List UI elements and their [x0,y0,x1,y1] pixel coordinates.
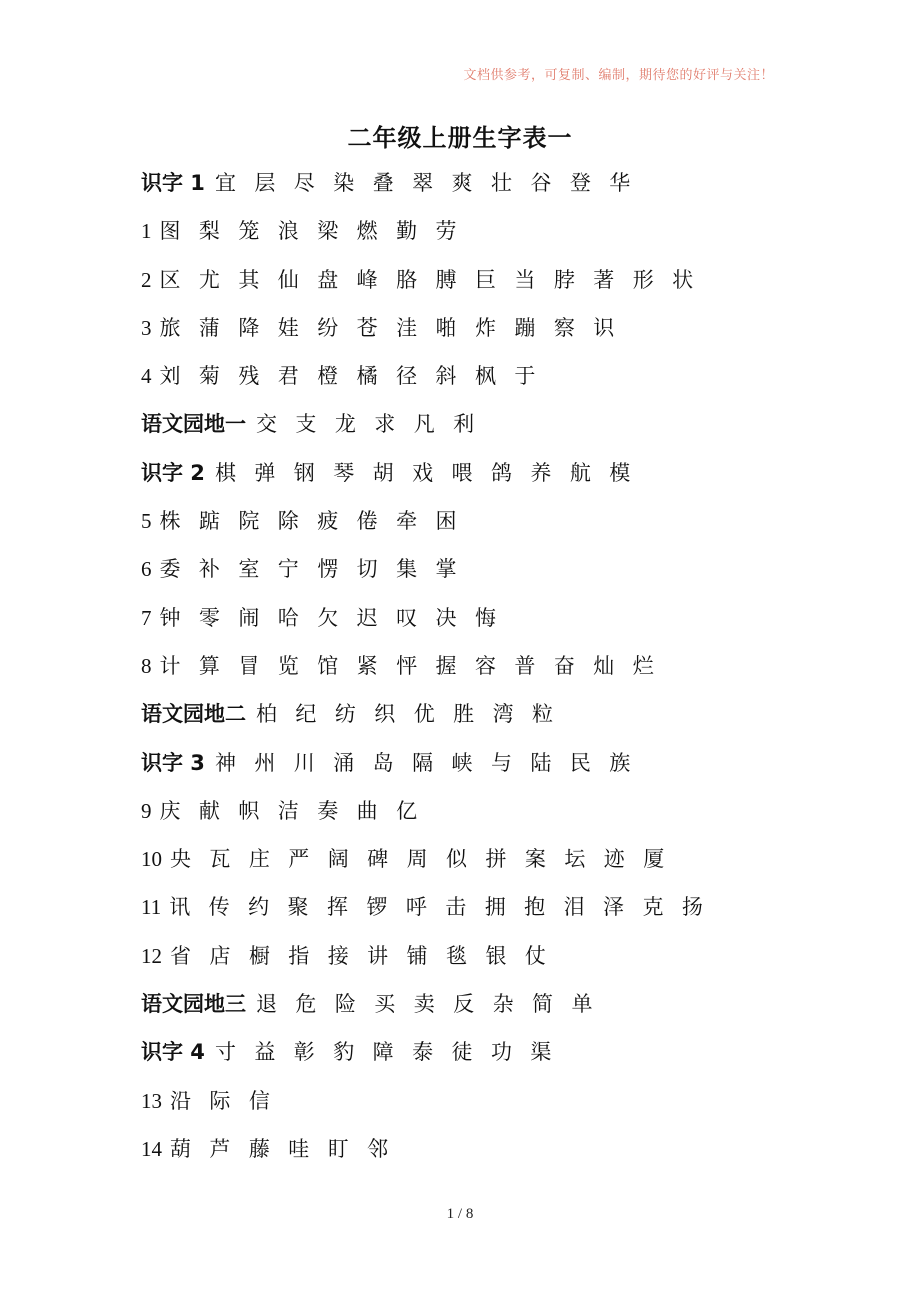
list-line-11 [141,697,821,745]
line-characters: 棋 弹 钢 琴 胡 戏 喂 鸽 养 航 模 [214,460,637,485]
line-characters: 寸 益 彰 豹 障 泰 徒 功 渠 [214,1040,558,1065]
character-list [141,166,821,1180]
line-label: 识字 2 [141,460,205,485]
list-line-20 [141,1132,821,1180]
list-line-2 [141,263,821,311]
list-line-14 [141,842,821,890]
line-label: 9 [141,798,152,823]
list-line-0 [141,166,821,214]
line-characters: 央 瓦 庄 严 阔 碑 周 似 拼 案 坛 迹 厦 [170,847,671,872]
list-line-5 [141,407,821,455]
list-line-12 [141,746,821,794]
line-characters: 钟 零 闹 哈 欠 迟 叹 决 悔 [159,605,502,630]
line-characters: 省 店 橱 指 接 讲 铺 毯 银 仗 [170,943,552,968]
list-line-8 [141,552,821,600]
list-line-10 [141,649,821,697]
line-characters: 庆 献 帜 洁 奏 曲 亿 [159,798,423,823]
line-label: 13 [141,1088,162,1113]
page-title: 二年级上册生字表一 [347,124,573,152]
list-line-17 [141,987,821,1035]
line-characters: 退 危 险 买 卖 反 杂 简 单 [256,992,599,1017]
line-label: 语文园地二 [141,702,246,727]
list-line-15 [141,890,821,938]
line-label: 语文园地三 [141,992,246,1017]
line-characters: 株 踮 院 除 疲 倦 牵 困 [159,509,463,534]
list-line-6 [141,456,821,504]
line-label: 14 [141,1136,162,1161]
line-characters: 图 梨 笼 浪 梁 燃 勤 劳 [159,219,463,244]
line-label: 7 [141,605,152,630]
line-label: 8 [141,653,152,678]
line-label: 语文园地一 [141,412,246,437]
line-characters: 柏 纪 纺 织 优 胜 湾 粒 [256,702,559,727]
list-line-18 [141,1035,821,1083]
line-label: 1 [141,219,152,244]
line-label: 识字 4 [141,1040,205,1065]
line-characters: 讯 传 约 聚 挥 锣 呼 击 拥 抱 泪 泽 克 扬 [169,895,709,920]
line-label: 识字 3 [141,750,205,775]
list-line-3 [141,311,821,359]
line-characters: 区 尤 其 仙 盘 峰 胳 膊 巨 当 脖 著 形 状 [159,267,700,292]
list-line-9 [141,601,821,649]
line-characters: 刘 菊 残 君 橙 橘 径 斜 枫 于 [159,364,542,389]
line-label: 12 [141,943,162,968]
line-label: 6 [141,557,152,582]
line-characters: 旅 蒲 降 娃 纷 苍 洼 啪 炸 蹦 察 识 [159,315,621,340]
list-line-13 [141,794,821,842]
line-label: 3 [141,315,152,340]
line-characters: 委 补 室 宁 愣 切 集 掌 [159,557,463,582]
line-label: 识字 1 [141,171,205,195]
line-label: 5 [141,509,152,534]
line-characters: 沿 际 信 [170,1088,276,1113]
line-label: 4 [141,364,152,389]
line-characters: 神 州 川 涌 岛 隔 峡 与 陆 民 族 [214,750,637,775]
line-characters: 宜 层 尽 染 叠 翠 爽 壮 谷 登 华 [214,171,637,195]
line-label: 10 [141,847,162,872]
line-label: 2 [141,267,152,292]
line-characters: 葫 芦 藤 哇 盯 邻 [170,1136,395,1161]
line-characters: 交 支 龙 求 凡 利 [256,412,481,437]
watermark-note: 文档供参考，可复制、编制，期待您的好评与关注！ [463,68,774,83]
page-number: 1 / 8 [446,1206,474,1222]
list-line-7 [141,504,821,552]
list-line-16 [141,939,821,987]
list-line-4 [141,359,821,407]
list-line-19 [141,1084,821,1132]
list-line-1 [141,214,821,262]
line-characters: 计 算 冒 览 馆 紧 怦 握 容 普 奋 灿 烂 [159,653,660,678]
line-label: 11 [141,895,162,920]
